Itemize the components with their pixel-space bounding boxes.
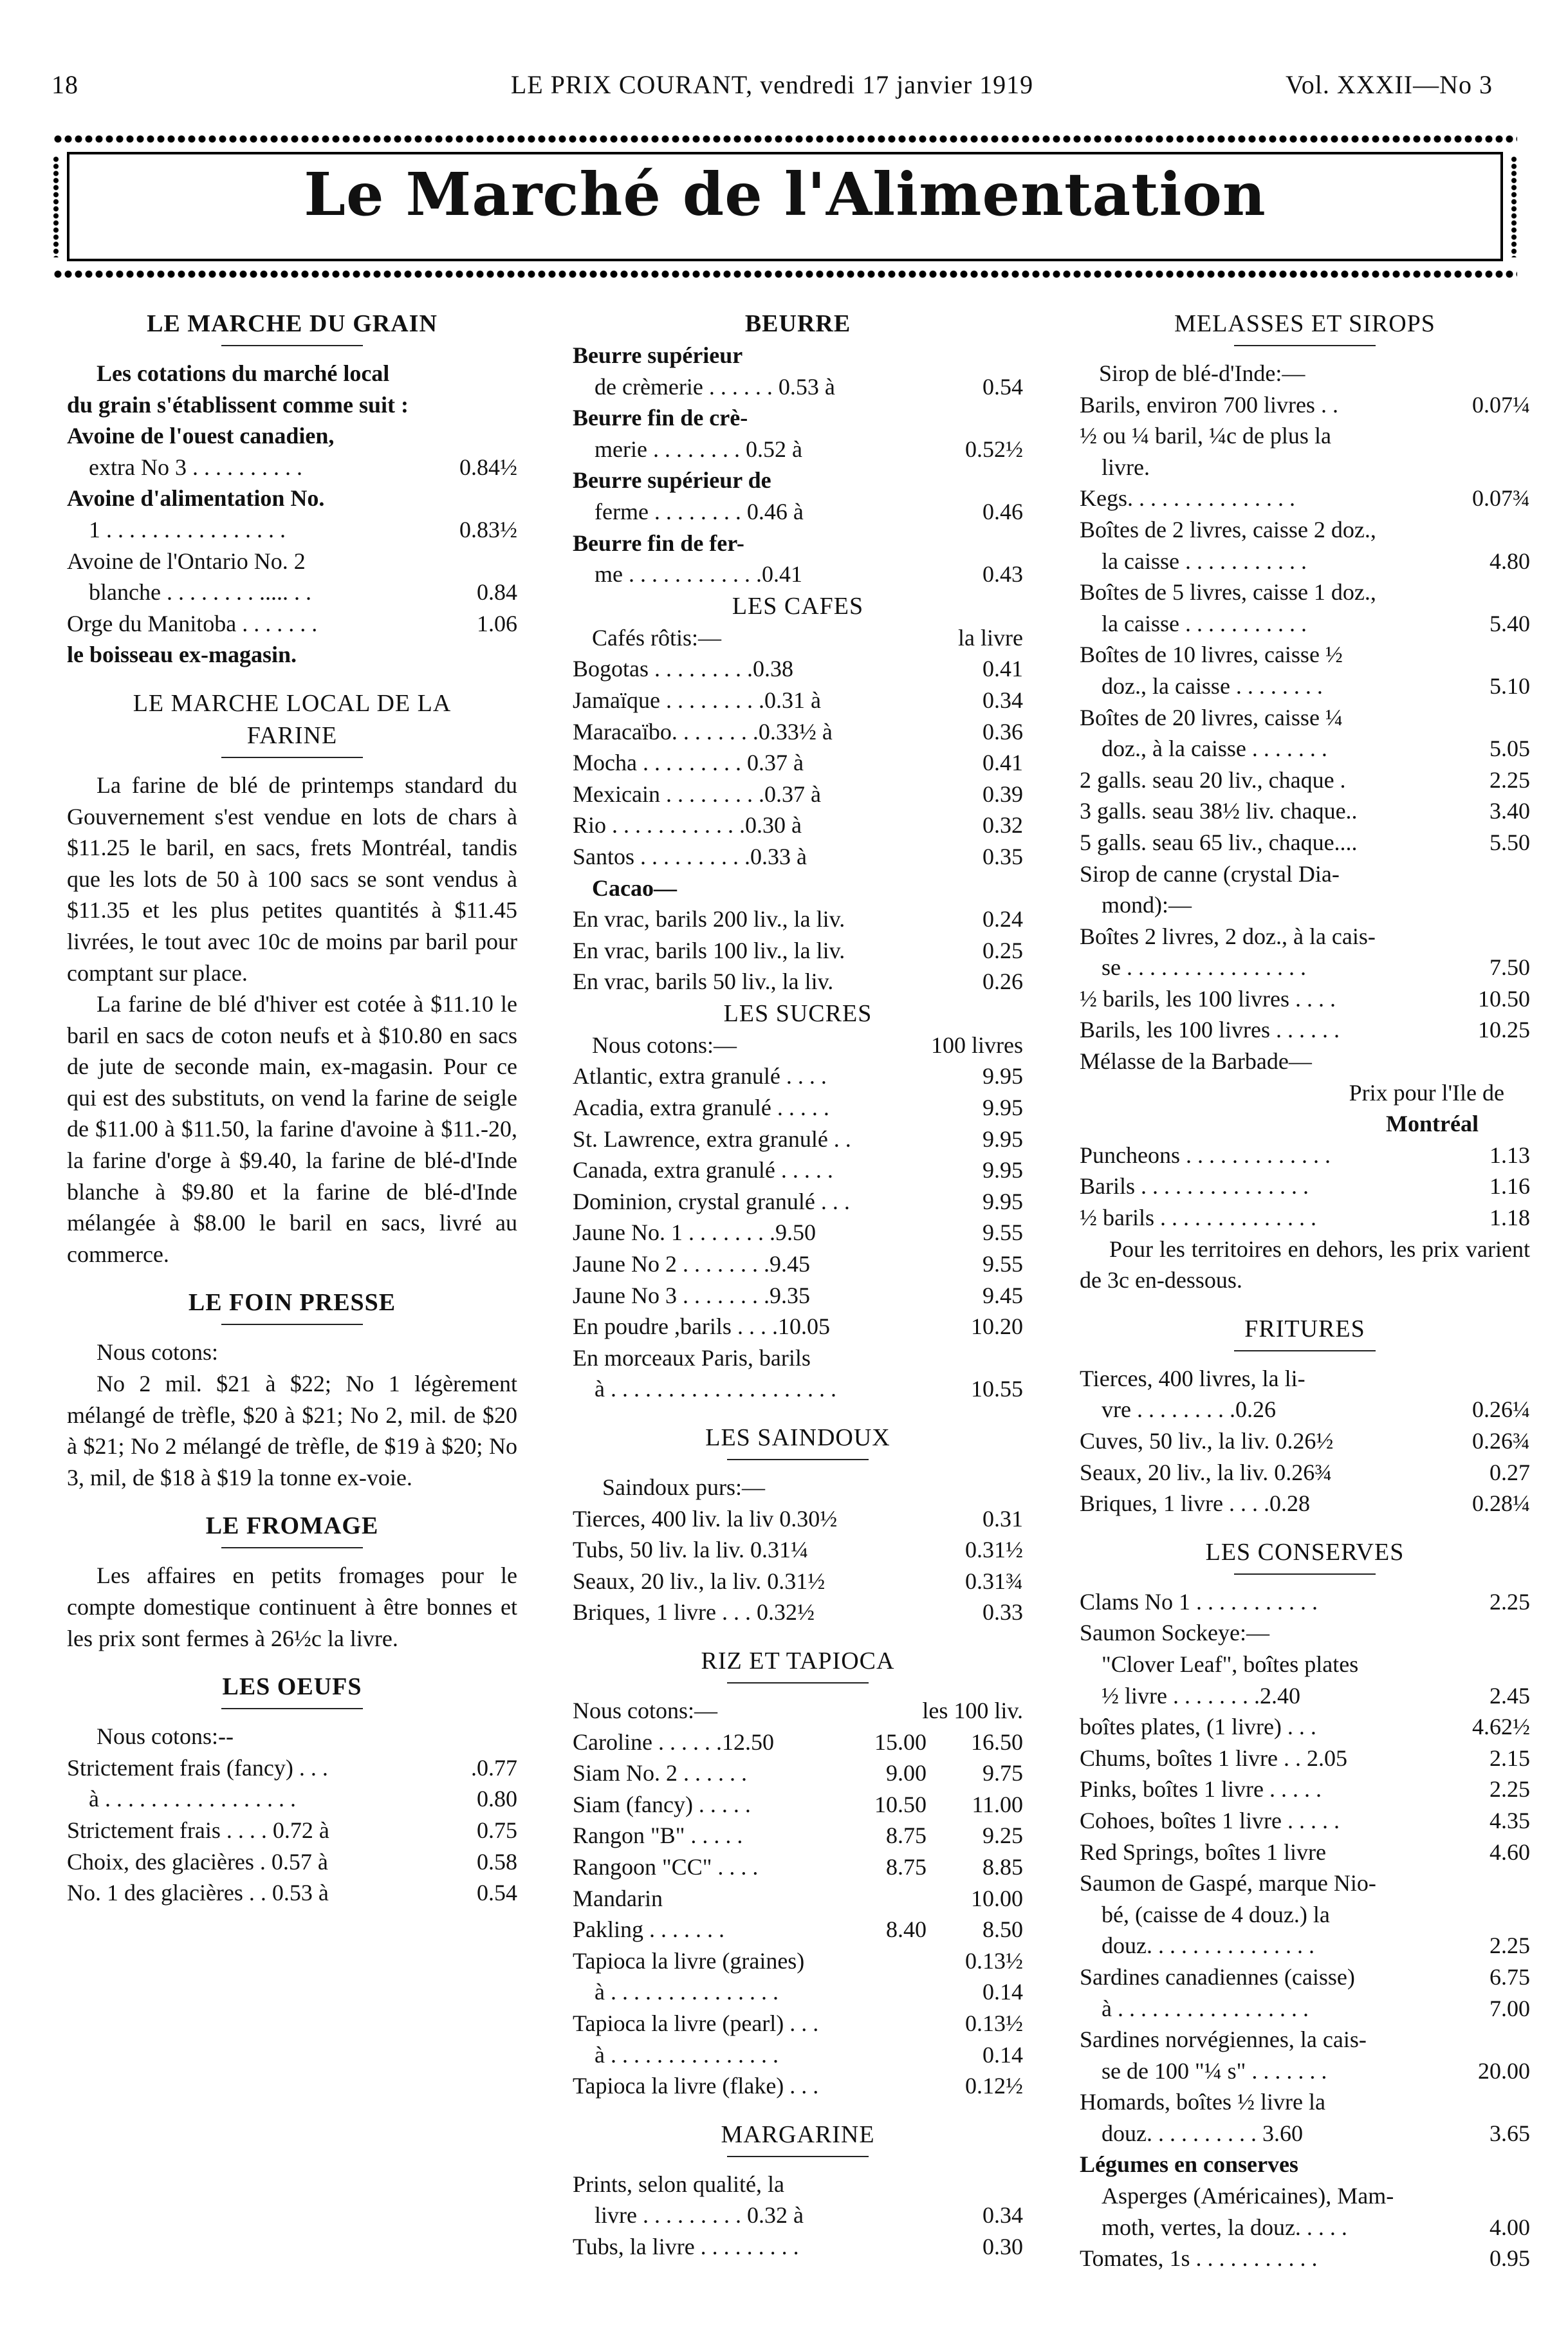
price-row: blanche . . . . . . . . ..... . . 0.84 [89,579,517,606]
price-row: la caisse . . . . . . . . . . . 5.40 [1102,610,1530,636]
divider [727,1682,869,1684]
price-row: Orge du Manitoba . . . . . . . 1.06 [67,610,517,636]
price-row: Mocha . . . . . . . . . 0.37 à 0.41 [573,750,1023,776]
cafes-heading: LES CAFES [732,592,864,620]
conserves-heading: LES CONSERVES [1205,1538,1405,1566]
grain-line: Avoine d'alimentation No. [67,485,325,512]
price-row: Acadia, extra granulé . . . . . 9.95 [573,1095,1023,1121]
price-row: En vrac, barils 100 liv., la liv. 0.25 [573,937,1023,963]
price-row: à . . . . . . . . . . . . . . . . . 0.80 [89,1786,517,1812]
price-row: Jaune No 2 . . . . . . . .9.45 9.55 [573,1251,1023,1277]
item-line: Boîtes 2 livres, 2 doz., à la cais- [1080,923,1376,949]
riz-heading: RIZ ET TAPIOCA [701,1647,895,1674]
price-row: à . . . . . . . . . . . . . . . 0.14 [595,2041,1023,2068]
column-2 [573,308,1023,2262]
price-row: de crèmerie . . . . . . 0.53 à 0.54 [595,373,1023,400]
oeufs-heading: LES OEUFS [222,1673,362,1701]
price-row: doz., la caisse . . . . . . . . 5.10 [1102,673,1530,699]
saindoux-heading: LES SAINDOUX [705,1424,890,1451]
price-row: doz., à la caisse . . . . . . . 5.05 [1102,736,1530,762]
item-line: Beurre fin de fer- [573,530,744,556]
item-line: Saumon de Gaspé, marque Nio- [1080,1870,1376,1897]
price-row: ferme . . . . . . . . 0.46 à 0.46 [595,498,1023,524]
volume-number: Vol. XXXII—No 3 [1285,70,1493,99]
sucres-intro-row: Nous cotons:— 100 livres [592,1032,1023,1058]
price-row: Pakling . . . . . . . 8.40 8.50 [573,1916,1023,1943]
item-line: En morceaux Paris, barils [573,1344,811,1371]
price-row: merie . . . . . . . . 0.52 à 0.52½ [595,436,1023,462]
melasses-heading: MELASSES ET SIROPS [1174,310,1435,337]
farine-paragraph: La farine de blé d'hiver est cotée à $11.10 le baril en sacs de coton neufs et à $10.80 en sacs de jute de seconde main, ex-magasin. Pour ce qui est des substituts, on vend la farine de seigle de $11.00 à $11.50, la farine d'avoine à $11.-20, la farine d'orge à $9.40, la farine de blé-d'Inde blanche à $9.80 et la farine de blé-d'Inde mélangée à $8.00 le baril en sacs, livré au commerce. [67,991,517,1267]
item-line: mond):— [1102,892,1192,918]
price-row: boîtes plates, (1 livre) . . . 4.62½ [1080,1714,1530,1740]
foin-heading: LE FOIN PRESSE [188,1289,396,1317]
price-row: Pinks, boîtes 1 livre . . . . . 2.25 [1080,1776,1530,1803]
grain-line: du grain s'établissent comme suit : [67,391,409,418]
price-row: Caroline . . . . . .12.50 15.00 16.50 [573,1729,1023,1755]
grain-note: le boisseau ex-magasin. [67,642,297,668]
publication-line: LE PRIX COURANT, vendredi 17 janvier 1919 [510,70,1034,99]
price-row: 3 galls. seau 38½ liv. chaque.. 3.40 [1080,798,1530,824]
price-row: Strictement frais . . . . 0.72 à 0.75 [67,1817,517,1843]
oeufs-intro: Nous cotons:-- [97,1723,234,1750]
section-banner [53,134,1517,279]
price-row: Barils, les 100 livres . . . . . . 10.25 [1080,1017,1530,1043]
item-line: Homards, boîtes ½ livre la [1080,2089,1325,2115]
price-row: Tubs, 50 liv. la liv. 0.31¼ 0.31½ [573,1537,1023,1563]
item-line: Tierces, 400 livres, la li- [1080,1365,1305,1391]
price-row: Rangoon "CC" . . . . 8.75 8.85 [573,1853,1023,1880]
item-line: Sardines norvégiennes, la cais- [1080,2027,1367,2053]
price-row: En poudre ,barils . . . .10.05 10.20 [573,1313,1023,1340]
divider [1234,1573,1376,1575]
price-row: Choix, des glacières . 0.57 à 0.58 [67,1848,517,1875]
price-row: livre . . . . . . . . . 0.32 à 0.34 [595,2202,1023,2229]
price-row: la caisse . . . . . . . . . . . 4.80 [1102,548,1530,574]
prix-note: Prix pour l'Ile de [1349,1079,1504,1106]
price-row: Atlantic, extra granulé . . . . 9.95 [573,1063,1023,1090]
item-line: "Clover Leaf", boîtes plates [1102,1651,1359,1677]
price-row: Briques, 1 livre . . . .0.28 0.28¼ [1080,1490,1530,1517]
divider [727,1459,869,1460]
price-row: douz. . . . . . . . . . . . . . . 2.25 [1102,1933,1530,1959]
item-line: Mélasse de la Barbade— [1080,1048,1312,1075]
price-row: Clams No 1 . . . . . . . . . . . 2.25 [1080,1588,1530,1615]
price-row: Jamaïque . . . . . . . . .0.31 à 0.34 [573,687,1023,713]
price-row: En vrac, barils 50 liv., la liv. 0.26 [573,969,1023,995]
price-row: Red Springs, boîtes 1 livre 4.60 [1080,1839,1530,1865]
price-row: à . . . . . . . . . . . . . . . . . 7.00 [1102,1995,1530,2021]
banner-title: Le Marché de l'Alimentation [304,160,1266,229]
item-line: Beurre supérieur [573,342,743,368]
item-line: livre. [1102,454,1150,480]
price-row: ½ livre . . . . . . . .2.40 2.45 [1102,1682,1530,1709]
price-row: Kegs. . . . . . . . . . . . . . . 0.07¾ [1080,485,1530,512]
divider [727,2156,869,2157]
price-row: me . . . . . . . . . . . .0.41 0.43 [595,561,1023,588]
item-line: Beurre supérieur de [573,467,771,494]
price-row: Chums, boîtes 1 livre . . 2.05 2.15 [1080,1745,1530,1771]
divider [1234,345,1376,346]
divider [1234,1350,1376,1351]
price-row: Santos . . . . . . . . . .0.33 à 0.35 [573,843,1023,869]
item-line: Boîtes de 10 livres, caisse ½ [1080,642,1343,668]
price-row: ½ barils . . . . . . . . . . . . . . 1.18 [1080,1205,1530,1231]
melasses-intro: Sirop de blé-d'Inde:— [1099,360,1305,386]
running-head [51,70,1493,102]
column-1 [67,308,517,1909]
price-row: Jaune No. 1 . . . . . . . .9.50 9.55 [573,1220,1023,1246]
divider [221,1708,363,1709]
price-row: Puncheons . . . . . . . . . . . . . 1.13 [1080,1142,1530,1168]
price-row: St. Lawrence, extra granulé . . 9.95 [573,1126,1023,1152]
divider [221,1324,363,1325]
price-row: Siam (fancy) . . . . . 10.50 11.00 [573,1791,1023,1817]
item-line: Boîtes de 5 livres, caisse 1 doz., [1080,579,1376,606]
melasses-note: Pour les territoires en dehors, les prix varient de 3c en-dessous. [1080,1236,1530,1294]
item-line: ½ ou ¼ baril, ¼c de plus la [1080,423,1331,449]
dotted-border-bottom [53,269,1517,279]
melasses-list [1080,389,1530,1077]
item-line: Asperges (Américaines), Mam- [1102,2183,1394,2209]
price-row: Bogotas . . . . . . . . .0.38 0.41 [573,656,1023,682]
price-row: Briques, 1 livre . . . 0.32½ 0.33 [573,1599,1023,1626]
price-row: Sardines canadiennes (caisse) 6.75 [1080,1963,1530,1990]
item-line: Beurre fin de crè- [573,405,748,431]
price-row: Siam No. 2 . . . . . . 9.00 9.75 [573,1760,1023,1786]
riz-intro-row: Nous cotons:— les 100 liv. [573,1697,1023,1723]
price-row: Seaux, 20 liv., la liv. 0.31½ 0.31¾ [573,1568,1023,1594]
farine-paragraph: La farine de blé de printemps standard du Gouvernement s'est vendue en lots de chars à $11.25 le baril, en sacs, frets Montréal, tandis que les lots de 50 à 100 sacs se sont vendus à $11.35 et les plus petites quantités à $11.45 livrées, le tout avec 10c de moins par baril pour comptant sur place. [67,772,517,986]
price-row: Dominion, crystal granulé . . . 9.95 [573,1188,1023,1214]
price-row: se . . . . . . . . . . . . . . . . 7.50 [1102,954,1530,981]
price-row: Tapioca la livre (flake) . . . 0.12½ [573,2073,1023,2099]
price-row: Barils, environ 700 livres . . 0.07¼ [1080,391,1530,418]
price-row: 5 galls. seau 65 liv., chaque.... 5.50 [1080,829,1530,855]
price-row: En vrac, barils 200 liv., la liv. 0.24 [573,906,1023,932]
price-row: Jaune No 3 . . . . . . . .9.35 9.45 [573,1282,1023,1308]
column-3 [1080,308,1530,2274]
price-row: Tapioca la livre (pearl) . . . 0.13½ [573,2010,1023,2036]
price-row: Strictement frais (fancy) . . . .0.77 [67,1754,517,1781]
price-row: Cohoes, boîtes 1 livre . . . . . 4.35 [1080,1807,1530,1833]
divider [221,345,363,346]
divider [221,1547,363,1548]
price-row: Tierces, 400 liv. la liv 0.30½ 0.31 [573,1505,1023,1532]
item-line: Boîtes de 20 livres, caisse ¼ [1080,704,1343,730]
price-row: ½ barils, les 100 livres . . . . 10.50 [1080,985,1530,1012]
grain-line: Les cotations du marché local [97,360,390,386]
grain-line: Avoine de l'ouest canadien, [67,423,335,449]
farine-heading: LE MARCHE LOCAL DE LA [133,689,452,717]
prix-note-2: Montréal [1386,1111,1479,1137]
divider [221,757,363,758]
item-line: bé, (caisse de 4 douz.) la [1102,1901,1330,1927]
fromage-paragraph: Les affaires en petits fromages pour le compte domestique continuent à être bonnes et les prix sont fermes à 26½c la livre. [67,1563,517,1651]
saindoux-intro: Saindoux purs:— [602,1474,766,1500]
sucres-heading: LES SUCRES [723,999,872,1027]
page-number: 18 [51,70,78,99]
price-row: Rangon "B" . . . . . 8.75 9.25 [573,1823,1023,1849]
price-row: douz. . . . . . . . . . 3.60 3.65 [1102,2120,1530,2146]
price-row: Tubs, la livre . . . . . . . . . 0.30 [573,2233,1023,2259]
price-row: vre . . . . . . . . .0.26 0.26¼ [1102,1396,1530,1423]
price-row: 2 galls. seau 20 liv., chaque . 2.25 [1080,766,1530,793]
price-row: Tapioca la livre (graines) 0.13½ [573,1947,1023,1974]
price-row: Barils . . . . . . . . . . . . . . . 1.16 [1080,1173,1530,1200]
price-row: 1 . . . . . . . . . . . . . . . . 0.83½ [89,516,517,543]
beurre-heading: BEURRE [744,310,851,337]
price-row: Canada, extra granulé . . . . . 9.95 [573,1157,1023,1183]
cacao-label: Cacao— [592,875,677,901]
price-row: moth, vertes, la douz. . . . . 4.00 [1102,2214,1530,2240]
price-row: Maracaïbo. . . . . . . .0.33½ à 0.36 [573,718,1023,745]
fritures-heading: FRITURES [1244,1315,1365,1342]
price-row: Mexicain . . . . . . . . .0.37 à 0.39 [573,781,1023,807]
price-row: à . . . . . . . . . . . . . . . . . . . . 10.55 [595,1376,1023,1402]
fromage-heading: LE FROMAGE [205,1512,379,1540]
item-line: Boîtes de 2 livres, caisse 2 doz., [1080,516,1376,543]
farine-heading-2: FARINE [246,721,338,749]
item-line: Prints, selon qualité, la [573,2171,784,2197]
price-row: à . . . . . . . . . . . . . . . 0.14 [595,1979,1023,2005]
conserves-list [1080,1586,1530,2274]
price-row: No. 1 des glacières . . 0.53 à 0.54 [67,1880,517,1906]
margarine-heading: MARGARINE [721,2120,875,2148]
price-row: Rio . . . . . . . . . . . .0.30 à 0.32 [573,812,1023,839]
price-row: Mandarin 10.00 [573,1885,1023,1911]
price-row: Cuves, 50 liv., la liv. 0.26½ 0.26¾ [1080,1428,1530,1454]
dotted-border-top [53,134,1517,144]
foin-intro: Nous cotons: [97,1339,218,1366]
cafes-intro-row: Cafés rôtis:— la livre [592,624,1023,651]
grain-line: Avoine de l'Ontario No. 2 [67,548,306,574]
price-row: se de 100 "¼ s" . . . . . . . 20.00 [1102,2057,1530,2084]
item-line: Saumon Sockeye:— [1080,1620,1269,1646]
price-row: extra No 3 . . . . . . . . . . 0.84½ [89,454,517,480]
foin-paragraph: No 2 mil. $21 à $22; No 1 légèrement mélangé de trèfle, $20 à $21; No 2, mil. de $20 à $21; No 2 mélangé de trèfle, de $19 à $20; No 3, mil, de $18 à $19 la tonne ex-voie. [67,1371,517,1490]
item-line: Sirop de canne (crystal Dia- [1080,860,1340,887]
price-row: Seaux, 20 liv., la liv. 0.26¾ 0.27 [1080,1459,1530,1485]
grain-heading: LE MARCHE DU GRAIN [147,310,438,337]
item-line: Légumes en conserves [1080,2151,1298,2178]
price-row: Tomates, 1s . . . . . . . . . . . 0.95 [1080,2245,1530,2272]
